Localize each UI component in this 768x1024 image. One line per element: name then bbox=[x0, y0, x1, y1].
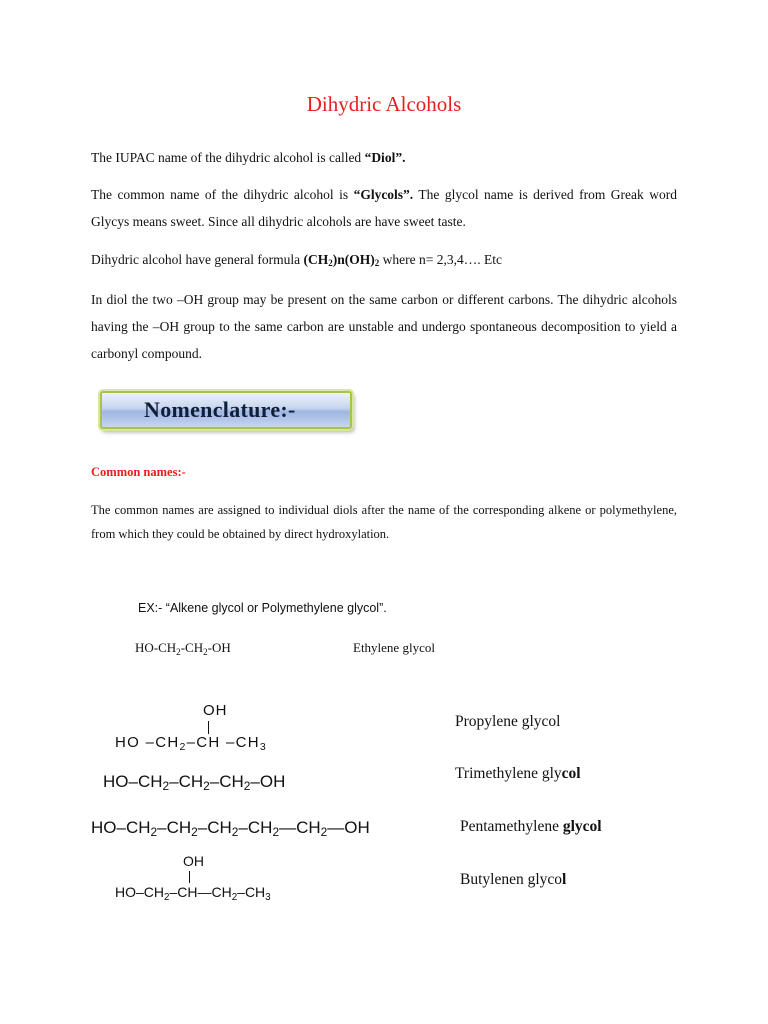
formula-part: HO –CH bbox=[115, 734, 180, 751]
formula-part: –CH—CH bbox=[169, 884, 232, 900]
common-names-paragraph: The common names are assigned to individual diols after the name of the corresponding alkene or polymethylene, from which they could be obtained by direct hydroxylation. bbox=[91, 503, 677, 541]
pentamethylene-glycol-name bbox=[460, 818, 602, 836]
formula-part: –CH bbox=[237, 884, 266, 900]
formula-subscript: 2 bbox=[272, 825, 280, 839]
propylene-glycol-name: Propylene glycol bbox=[455, 713, 561, 730]
formula-part: –CH bbox=[197, 818, 232, 837]
trimethylene-glycol-name bbox=[455, 765, 581, 783]
formula-subscript: 2 bbox=[231, 825, 239, 839]
formula-part: –CH bbox=[169, 772, 204, 791]
formula-subscript: 2 bbox=[320, 825, 328, 839]
example-line: EX:- “Alkene glycol or Polymethylene glycol”. bbox=[138, 601, 387, 615]
formula-subscript: 2 bbox=[374, 258, 380, 268]
propylene-glycol-formula bbox=[115, 734, 267, 751]
glycol-name-bold: l bbox=[562, 871, 567, 888]
glycol-name-bold: glycol bbox=[562, 818, 602, 835]
glycol-name-part: Butylenen glyco bbox=[460, 871, 563, 888]
formula-part: HO-CH bbox=[135, 640, 177, 655]
butylene-glycol-name bbox=[460, 871, 566, 889]
formula-part: -OH bbox=[207, 640, 231, 655]
formula-part: (CH bbox=[303, 252, 329, 267]
formula-intro: Dihydric alcohol have general formula bbox=[91, 252, 304, 267]
formula-subscript: 2 bbox=[203, 647, 208, 657]
formula-part: –CH bbox=[157, 818, 192, 837]
nomenclature-label: Nomenclature:- bbox=[144, 397, 296, 422]
trimethylene-glycol-formula bbox=[103, 772, 285, 792]
formula-part: –CH –CH bbox=[186, 734, 260, 751]
formula-subscript: 2 bbox=[203, 779, 210, 793]
iupac-text: The IUPAC name of the dihydric alcohol is called bbox=[91, 150, 365, 165]
diol-description-paragraph: In diol the two –OH group may be present on the same carbon or different carbons. The dihydric alcohols having the –OH group to the same carbon are unstable and undergo spontaneous decomposition to yield a carbonyl compound. bbox=[91, 292, 677, 361]
common-name-rest: The glycol name is derived from Greak word Glycys means sweet. Since all dihydric alcohols are have sweet taste. bbox=[91, 187, 677, 229]
propylene-oh-group: OH bbox=[203, 702, 228, 719]
formula-part: –CH bbox=[238, 818, 273, 837]
general-formula bbox=[304, 252, 380, 267]
butylene-glycol-formula bbox=[115, 884, 271, 903]
formula-subscript: 2 bbox=[176, 647, 181, 657]
propylene-bond-line bbox=[208, 721, 209, 734]
formula-part: –OH bbox=[250, 772, 286, 791]
formula-part: —CH bbox=[279, 818, 321, 837]
formula-part: -CH bbox=[180, 640, 204, 655]
formula-subscript: 2 bbox=[191, 825, 198, 839]
formula-part: –CH bbox=[209, 772, 244, 791]
formula-part: )n(OH) bbox=[332, 252, 375, 267]
formula-subscript: 3 bbox=[265, 892, 271, 903]
nomenclature-banner bbox=[100, 391, 352, 429]
formula-values: where n= 2,3,4…. Etc bbox=[379, 252, 503, 267]
formula-subscript: 2 bbox=[231, 892, 238, 903]
formula-subscript: 2 bbox=[164, 892, 170, 903]
iupac-diol: “Diol”. bbox=[364, 150, 406, 165]
glycol-name-bold: col bbox=[561, 765, 581, 782]
common-names-heading: Common names:- bbox=[91, 465, 186, 479]
ethylene-glycol-formula bbox=[135, 640, 231, 656]
pentamethylene-glycol-formula bbox=[91, 818, 370, 838]
iupac-name-paragraph bbox=[91, 144, 677, 171]
formula-subscript: 2 bbox=[328, 258, 333, 268]
formula-subscript: 2 bbox=[179, 741, 187, 753]
common-name-text: The common name of the dihydric alcohol is bbox=[91, 187, 354, 202]
formula-part: HO–CH bbox=[103, 772, 163, 791]
page-title: Dihydric Alcohols bbox=[306, 92, 462, 116]
general-formula-paragraph bbox=[91, 246, 677, 273]
formula-part: HO–CH bbox=[91, 818, 151, 837]
butylene-oh-group: OH bbox=[183, 853, 204, 869]
formula-subscript: 2 bbox=[150, 825, 158, 839]
formula-subscript: 3 bbox=[259, 741, 268, 753]
formula-subscript: 2 bbox=[162, 779, 170, 793]
butylene-bond-line bbox=[189, 871, 190, 883]
glycol-name-part: Trimethylene gly bbox=[455, 765, 562, 782]
formula-part: —OH bbox=[327, 818, 370, 837]
formula-subscript: 2 bbox=[243, 779, 251, 793]
ethylene-glycol-name: Ethylene glycol bbox=[353, 640, 435, 655]
common-name-glycols: “Glycols”. bbox=[353, 187, 414, 202]
common-name-paragraph bbox=[91, 181, 677, 235]
glycol-name-part: Pentamethylene bbox=[460, 818, 563, 835]
formula-part: HO–CH bbox=[115, 884, 165, 900]
